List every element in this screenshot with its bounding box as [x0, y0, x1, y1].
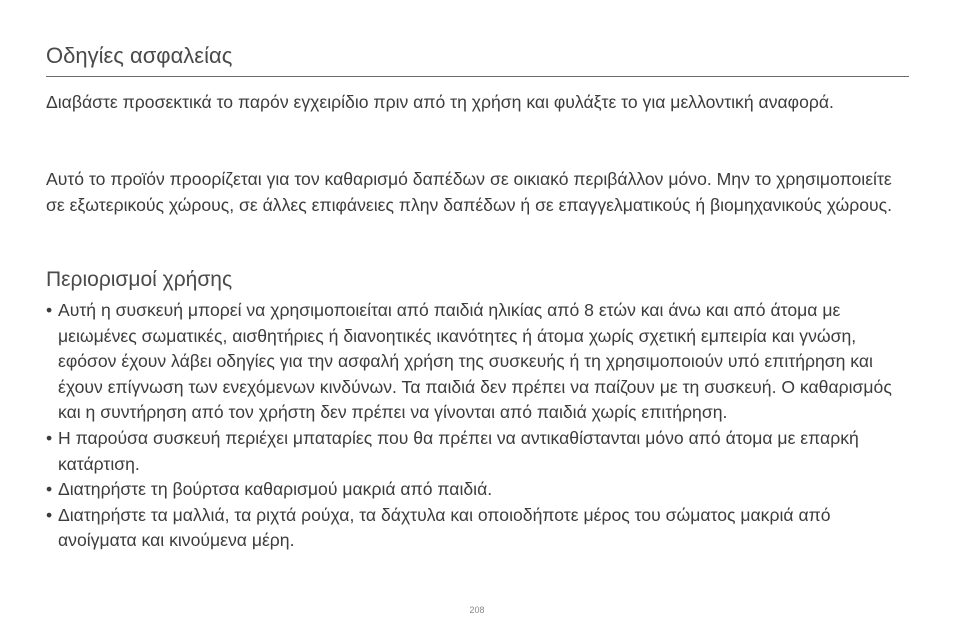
list-item-text: Διατηρήστε τη βούρτσα καθαρισμού μακριά από παιδιά. [58, 479, 493, 500]
intro-paragraph: Διαβάστε προσεκτικά το παρόν εγχειρίδιο πριν από τη χρήση και φυλάξτε το για μελλοντική αναφορά. [46, 92, 834, 112]
list-item [46, 426, 910, 477]
bullet-icon: • [46, 300, 53, 320]
section-title: Οδηγίες ασφαλείας [46, 43, 233, 68]
title-divider [46, 76, 909, 77]
bullet-icon: • [46, 504, 53, 525]
list-item-text: Διατηρήστε τα μαλλιά, τα ριχτά ρούχα, τα δάχτυλα και οποιοδήποτε μέρος του σώματος μακριά από ανοίγματα και κινούμενα μέρη. [58, 504, 831, 551]
list-item [46, 503, 910, 554]
bullet-icon: • [46, 479, 53, 500]
list-item [46, 298, 910, 426]
page-number: 208 [469, 605, 485, 615]
intended-use-paragraph: Αυτό το προϊόν προορίζεται για τον καθαρισμό δαπέδων σε οικιακό περιβάλλον μόνο. Μην το χρησιμοποιείτε σε εξωτερικούς χώρους, σε άλλες επιφάνειες πλην δαπέδων ή σε επαγγελματικούς ή βιομηχανικούς χώρους. [46, 169, 893, 215]
subsection-title: Περιορισμοί χρήσης [46, 268, 233, 291]
bullet-icon: • [46, 427, 53, 448]
usage-restrictions-list [46, 298, 910, 554]
list-item-text: Αυτή η συσκευή μπορεί να χρησιμοποιείται από παιδιά ηλικίας από 8 ετών και άνω και από άτομα με μειωμένες σωματικές, αισθητήριες ή διανοητικές ικανότητες ή άτομα χωρίς σχετική εμπειρία και γνώση, εφόσον έχουν λάβει οδηγίες για την ασφαλή χρήση της συσκευής ή τη χρησιμοποιούν υπό επιτήρηση και έχουν επίγνωση των ενεχόμενων κινδύνων. Τα παιδιά δεν πρέπει να παίζουν με τη συσκευή. Ο καθαρισμός και η συντήρηση από τον χρήστη δεν πρέπει να γίνονται από παιδιά χωρίς επιτήρηση. [58, 300, 892, 423]
list-item-text: Η παρούσα συσκευή περιέχει μπαταρίες που θα πρέπει να αντικαθίστανται μόνο από άτομα με επαρκή κατάρτιση. [58, 427, 859, 474]
list-item [46, 477, 910, 503]
